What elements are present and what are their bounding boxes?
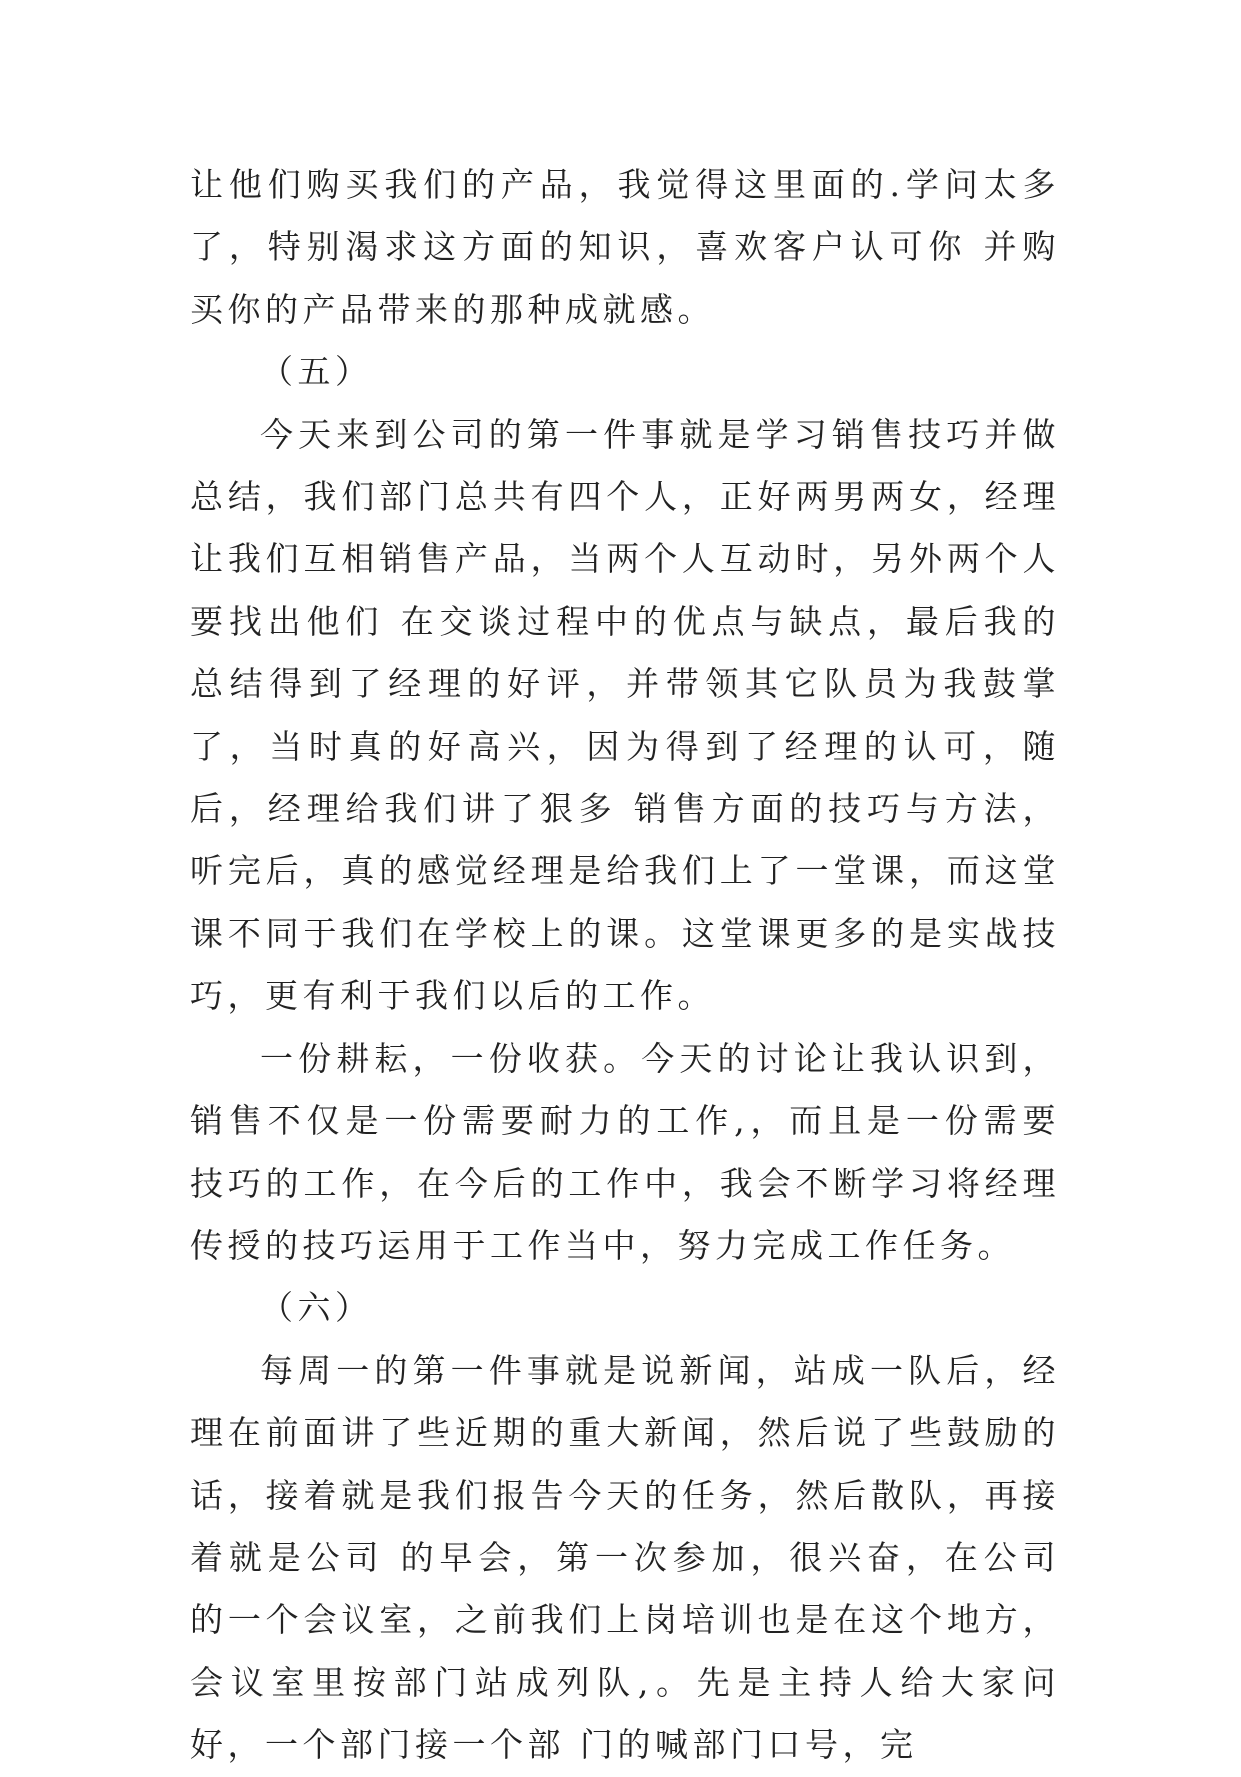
document-body: [190, 154, 1060, 1777]
section-heading-six: （六）: [260, 1288, 373, 1328]
paragraph-sales-training: 今天来到公司的第一件事就是学习销售技巧并做总结，我们部门总共有四个人，正好两男两女，经理让我们互相销售产品，当两个人互动时，另外两个人要找出他们 在交谈过程中的优点与缺点，最后我的总结得到了经理的好评，并带领其它队员为我鼓掌了，当时真的好高兴，因为得到了经理的认可，随后，经理给我们讲了狠多 销售方面的技巧与方法，听完后，真的感觉经理是给我们上了一堂课，而这堂课不同于我们在学校上的课。这堂课更多的是实战技巧，更有利于我们以后的工作。: [190, 414, 1060, 1016]
paragraph-reflection: 一份耕耘，一份收获。今天的讨论让我认识到，销售不仅是一份需要耐力的工作,，而且是一份需要技巧的工作，在今后的工作中，我会不断学习将经理传授的技巧运用于工作当中，努力完成工作任务。: [190, 1038, 1060, 1265]
paragraph-monday-meeting: 每周一的第一件事就是说新闻，站成一队后，经理在前面讲了些近期的重大新闻，然后说了些鼓励的话，接着就是我们报告今天的任务，然后散队，再接着就是公司 的早会，第一次参加，很兴奋，在公司的一个会议室，之前我们上岗培训也是在这个地方，会议室里按部门站成列队,。先是主持人给大家问好，一个部门接一个部 门的喊部门口号，完: [190, 1350, 1060, 1765]
paragraph-continuation: 让他们购买我们的产品，我觉得这里面的.学问太多了，特别渴求这方面的知识，喜欢客户认可你 并购买你的产品带来的那种成就感。: [190, 165, 1060, 329]
section-heading-five: （五）: [260, 352, 373, 392]
